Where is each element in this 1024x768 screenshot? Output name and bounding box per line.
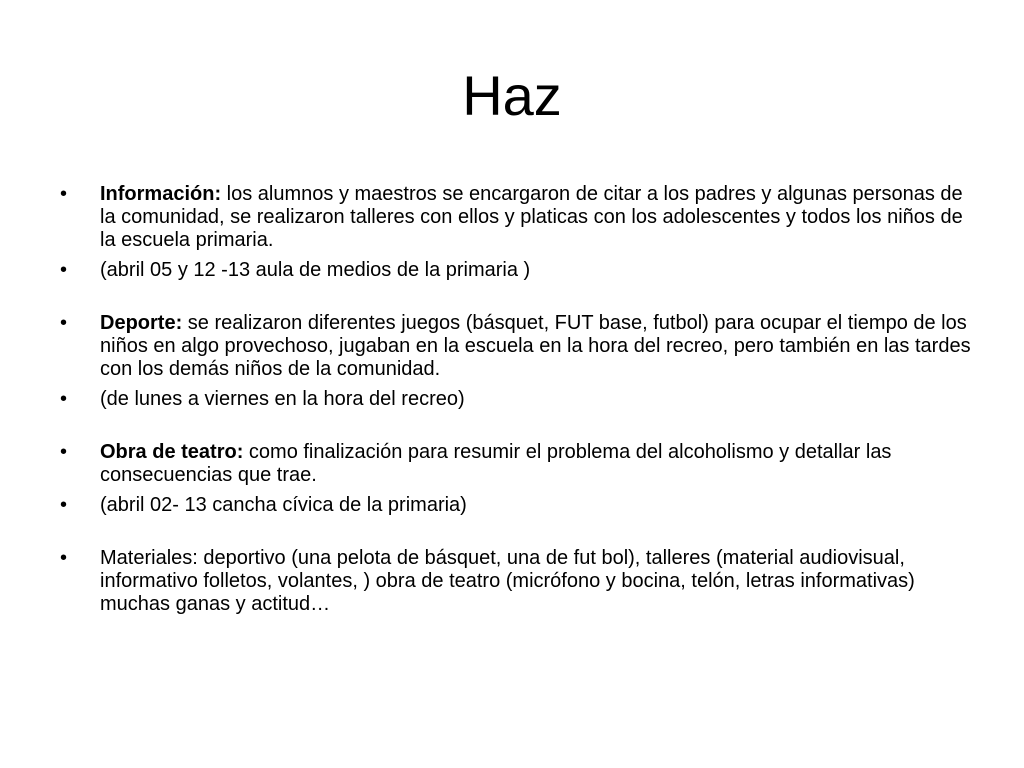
bullet-informacion — [60, 183, 980, 252]
bullet-heading: Obra de teatro: — [100, 441, 244, 463]
bullet-text: (abril 02- 13 cancha cívica de la primaria) — [100, 494, 467, 516]
bullet-dot: • — [60, 547, 68, 569]
bullet-dot: • — [60, 259, 68, 281]
bullet-obra-de-teatro — [60, 441, 980, 487]
bullet-text: se realizaron diferentes juegos (básquet, FUT base, futbol) para ocupar el tiempo de los niños en algo provechoso, jugaban en la escuela en la hora del recreo, pero también en las tardes con los demás niños de la comunidad. — [100, 312, 971, 380]
bullet-materiales — [60, 547, 980, 616]
bullet-dot: • — [60, 441, 68, 463]
bullet-list — [60, 183, 980, 623]
slide-title: Haz — [462, 64, 562, 127]
bullet-obra-de-teatro-dates — [60, 494, 980, 517]
bullet-heading: Información: — [100, 183, 222, 205]
bullet-text: los alumnos y maestros se encargaron de citar a los padres y algunas personas de la comunidad, se realizaron talleres con ellos y platicas con los adolescentes y todos los niños de la escuela primaria. — [100, 183, 963, 251]
bullet-dot: • — [60, 312, 68, 334]
bullet-dot: • — [60, 183, 68, 205]
bullet-deporte — [60, 312, 980, 381]
bullet-heading: Deporte: — [100, 312, 183, 334]
bullet-dot: • — [60, 388, 68, 410]
bullet-informacion-dates — [60, 259, 980, 282]
bullet-text: (abril 05 y 12 -13 aula de medios de la primaria ) — [100, 259, 531, 281]
bullet-text: como finalización para resumir el problema del alcoholismo y detallar las consecuencias que trae. — [100, 441, 892, 486]
bullet-text: (de lunes a viernes en la hora del recreo) — [100, 388, 465, 410]
bullet-deporte-dates — [60, 388, 980, 411]
bullet-dot: • — [60, 494, 68, 516]
bullet-text: Materiales: deportivo (una pelota de básquet, una de fut bol), talleres (material audiovisual, informativo folletos, volantes, ) obra de teatro (micrófono y bocina, telón, letras informativas) muchas ganas y actitud… — [100, 547, 915, 615]
